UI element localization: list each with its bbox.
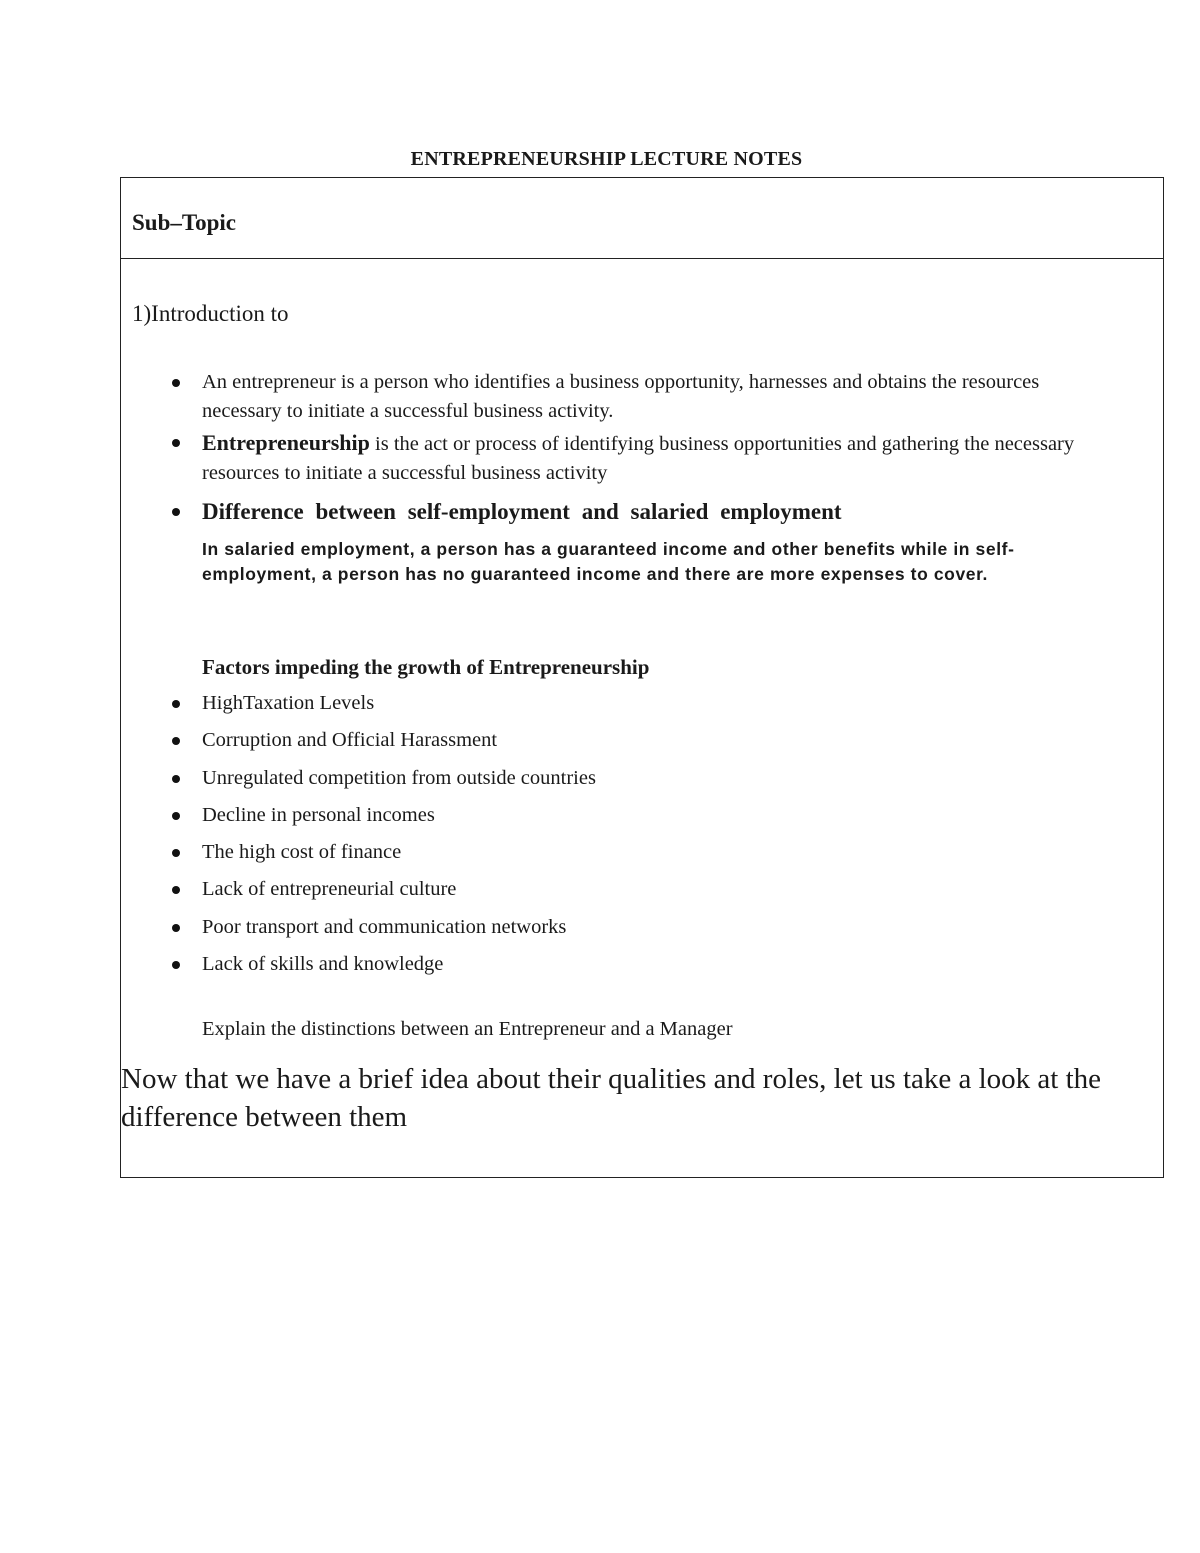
factor-text: Unregulated competition from outside countries	[202, 766, 596, 789]
factor-text: HighTaxation Levels	[202, 692, 375, 714]
list-item-difference-heading	[121, 497, 1163, 526]
list-item	[121, 838, 1163, 875]
factor-text: Lack of skills and knowledge	[202, 953, 444, 976]
bullet-icon	[172, 775, 180, 783]
factor-text: The high cost of finance	[202, 841, 402, 864]
list-item-entrepreneur-definition	[121, 368, 1163, 426]
bullet-icon	[172, 886, 180, 894]
bullet-icon	[172, 508, 180, 516]
closing-paragraph: Now that we have a brief idea about their qualities and roles, let us take a look at the difference between them	[121, 1063, 1102, 1133]
bullet-icon	[172, 737, 180, 745]
list-item	[121, 726, 1163, 763]
subtopic-header: Sub–Topic	[132, 210, 236, 235]
notes-content	[121, 258, 1163, 1177]
notes-table	[120, 177, 1164, 1178]
list-item	[121, 801, 1163, 838]
bullet-icon	[172, 700, 180, 708]
list-item	[121, 950, 1163, 987]
list-item	[121, 689, 1163, 726]
factor-text: Poor transport and communication networks	[202, 915, 567, 938]
bullet-icon	[172, 924, 180, 932]
intro-bullet-list	[121, 368, 1163, 526]
document-title: ENTREPRENEURSHIP LECTURE NOTES	[410, 148, 803, 170]
factor-text: Decline in personal incomes	[202, 803, 435, 826]
factor-text: Lack of entrepreneurial culture	[202, 878, 457, 901]
entrepreneur-definition-text: An entrepreneur is a person who identifies a business opportunity, harnesses and obtains the resources necessary to initiate a successful business activity.	[202, 371, 1040, 422]
entrepreneurship-definition-text: is the act or process of identifying business opportunities and gathering the necessary resources to initiate a successful business activity	[202, 433, 1075, 484]
bullet-icon	[172, 812, 180, 820]
factors-bullet-list	[121, 689, 1163, 987]
list-item-entrepreneurship-definition	[121, 428, 1163, 488]
section-heading-introduction: 1)Introduction to	[132, 301, 289, 326]
list-item	[121, 875, 1163, 912]
difference-explanation: In salaried employment, a person has a guaranteed income and other benefits while in self-employment, a person has no guaranteed income and there are more expenses to cover.	[202, 539, 1015, 584]
explain-prompt: Explain the distinctions between an Entrepreneur and a Manager	[202, 1018, 733, 1040]
bullet-icon	[172, 961, 180, 969]
entrepreneurship-term: Entrepreneurship	[202, 430, 370, 455]
bullet-icon	[172, 379, 180, 387]
bullet-icon	[172, 439, 180, 447]
bullet-icon	[172, 849, 180, 857]
list-item	[121, 764, 1163, 801]
factors-heading: Factors impeding the growth of Entrepreneurship	[202, 655, 650, 679]
difference-heading-text: Difference between self-employment and salaried employment	[202, 499, 842, 524]
list-item	[121, 913, 1163, 950]
factor-text: Corruption and Official Harassment	[202, 729, 498, 752]
